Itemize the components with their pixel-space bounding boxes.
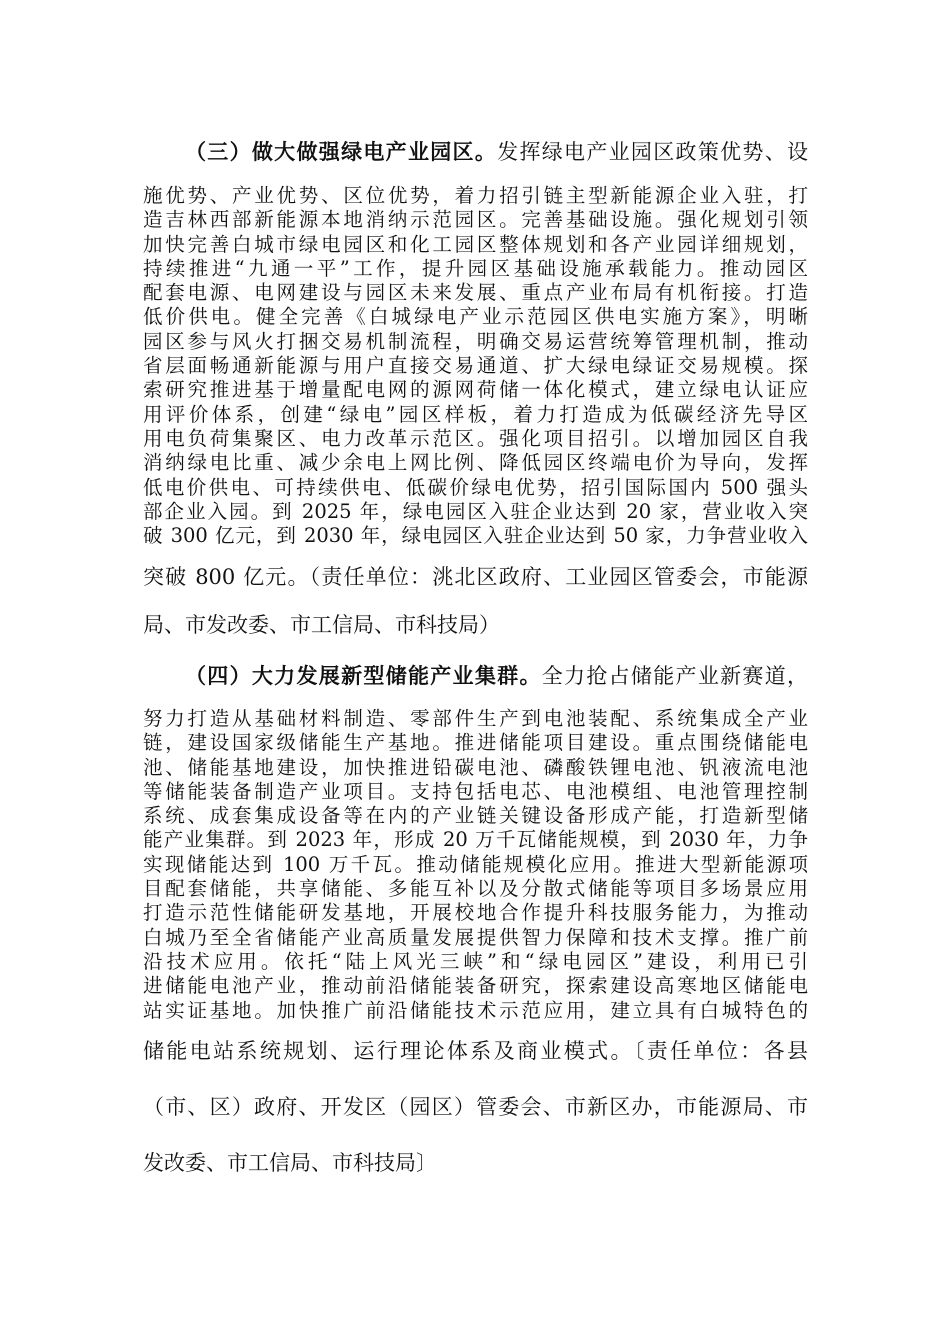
section-3-body-line: 省层面畅通新能源与用户直接交易通道、扩大绿电绿证交易规模。探 bbox=[143, 354, 808, 378]
section-4-body-line: 实现储能达到 100 万千瓦。推动储能规模化应用。推进大型新能源项 bbox=[143, 852, 808, 876]
section-4-body-line: 池、储能基地建设，加快推进铅碳电池、磷酸铁锂电池、钒液流电池 bbox=[143, 755, 808, 779]
section-4-intro-text: 全力抢占储能产业新赛道， bbox=[541, 664, 808, 688]
section-4-body-line: 站实证基地。加快推广前沿储能技术示范应用，建立具有白城特色的 bbox=[143, 998, 808, 1022]
section-3-intro-text: 发挥绿电产业园区政策优势、设 bbox=[497, 140, 808, 164]
section-3-first-line bbox=[143, 128, 808, 176]
section-3-body-line: 用电负荷集聚区、电力改革示范区。强化项目招引。以增加园区自我 bbox=[143, 426, 808, 450]
section-4-body-line: 能产业集群。到 2023 年，形成 20 万千瓦储能规模，到 2030 年，力争 bbox=[143, 828, 808, 852]
section-4-body-line: 等储能装备制造产业项目。支持包括电芯、电池模组、电池管理控制 bbox=[143, 779, 808, 803]
section-4-first-line bbox=[143, 652, 808, 700]
section-4-responsibility: 〔责任单位：各县 bbox=[633, 1038, 808, 1063]
section-3-body bbox=[143, 184, 808, 548]
section-3-body-line: 园区参与风火打捆交易机制流程，明确交易运营统筹管理机制，推动 bbox=[143, 329, 808, 353]
section-3-closing-line bbox=[143, 553, 808, 601]
section-3-body-line: 破 300 亿元，到 2030 年，绿电园区入驻企业达到 50 家，力争营业收入 bbox=[143, 524, 808, 548]
section-4-responsibility-cont: （市、区）政府、开发区（园区）管委会、市新区办，市能源局、市 bbox=[143, 1094, 808, 1119]
section-4-body-line: 链，建设国家级储能生产基地。推进储能项目建设。重点围绕储能电 bbox=[143, 731, 808, 755]
section-3-body-line: 索研究推进基于增量配电网的源网荷储一体化模式，建立绿电认证应 bbox=[143, 378, 808, 402]
section-3-body-line: 加快完善白城市绿电园区和化工园区整体规划和各产业园详细规划， bbox=[143, 232, 808, 256]
section-4-body-line: 系统、成套集成设备等在内的产业链关键设备形成产能，打造新型储 bbox=[143, 804, 808, 828]
section-3-body-line: 施优势、产业优势、区位优势，着力招引链主型新能源企业入驻，打 bbox=[143, 184, 808, 207]
section-4-body-line: 打造示范性储能研发基地，开展校地合作提升科技服务能力，为推动 bbox=[143, 901, 808, 925]
section-3-body-line: 配套电源、电网建设与园区未来发展、重点产业布局有机衔接。打造 bbox=[143, 281, 808, 305]
section-4-body-line: 目配套储能，共享储能、多能互补以及分散式储能等项目多场景应用 bbox=[143, 877, 808, 901]
section-3 bbox=[143, 128, 808, 649]
section-3-body-line: 部企业入园。到 2025 年，绿电园区入驻企业达到 20 家，营业收入突 bbox=[143, 499, 808, 523]
section-3-body-line: 低电价供电、可持续供电、低碳价绿电优势，招引国际国内 500 强头 bbox=[143, 475, 808, 499]
section-4-closing-text: 储能电站系统规划、运行理论体系及商业模式。 bbox=[143, 1038, 634, 1063]
section-3-body-line: 低价供电。健全完善《白城绿电产业示范园区供电实施方案》，明晰 bbox=[143, 305, 808, 329]
section-4 bbox=[143, 652, 808, 1187]
section-3-heading: （三）做大做强绿电产业园区。 bbox=[185, 140, 498, 164]
section-4-body-line: 进储能电池产业，推动前沿储能装备研究，探索建设高寒地区储能电 bbox=[143, 974, 808, 998]
section-3-body-line: 持续推进“九通一平”工作，提升园区基础设施承载能力。推动园区 bbox=[143, 256, 808, 280]
section-4-closing-line bbox=[143, 1027, 808, 1075]
section-3-responsibility-cont: 局、市发改委、市工信局、市科技局） bbox=[143, 613, 500, 638]
section-4-responsibility-end: 发改委、市工信局、市科技局〕 bbox=[143, 1150, 437, 1175]
section-3-body-line: 消纳绿电比重、减少余电上网比例、降低园区终端电价为导向，发挥 bbox=[143, 451, 808, 475]
section-4-body-line: 沿技术应用。依托“陆上风光三峡”和“绿电园区”建设，利用已引 bbox=[143, 949, 808, 973]
section-3-body-line: 用评价体系，创建“绿电”园区样板，着力打造成为低碳经济先导区 bbox=[143, 402, 808, 426]
section-3-closing-text: 突破 800 亿元。 bbox=[143, 565, 310, 590]
section-4-body-line: 白城乃至全省储能产业高质量发展提供智力保障和技术支撑。推广前 bbox=[143, 925, 808, 949]
section-4-heading: （四）大力发展新型储能产业集群。 bbox=[185, 664, 542, 688]
section-4-body-line: 努力打造从基础材料制造、零部件生产到电池装配、系统集成全产业 bbox=[143, 707, 808, 730]
section-3-body-line: 造吉林西部新能源本地消纳示范园区。完善基础设施。强化规划引领 bbox=[143, 208, 808, 232]
section-3-responsibility: （责任单位：洮北区政府、工业园区管委会，市能源 bbox=[309, 565, 808, 590]
section-4-body bbox=[143, 707, 808, 1023]
